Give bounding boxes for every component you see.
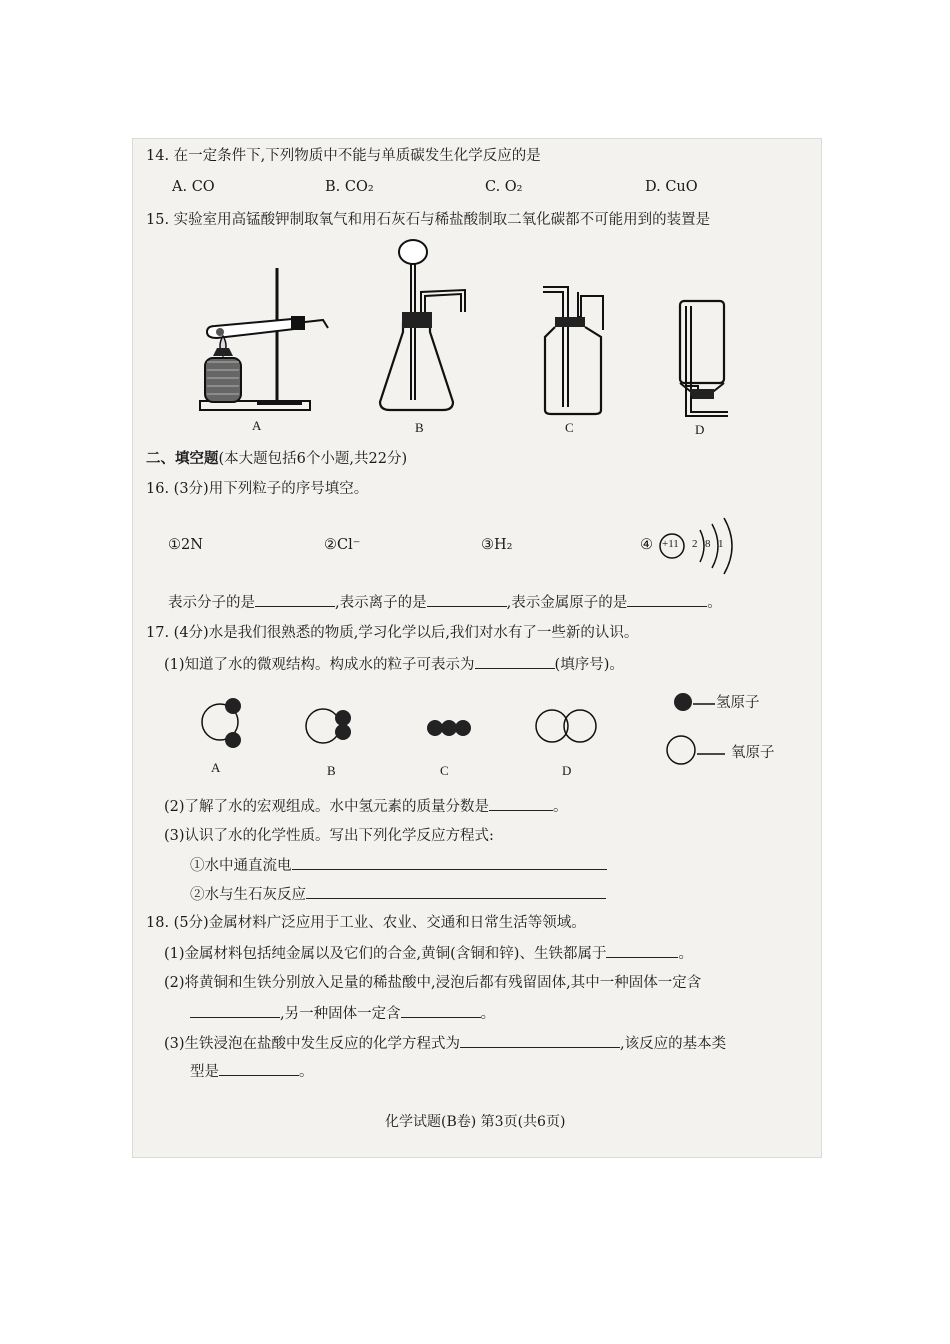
q18-part-1-text: (1)金属材料包括纯金属以及它们的合金,黄铜(含铜和锌)、生铁都属于 (164, 946, 607, 962)
legend-oxygen-atom: 氧原子 (731, 745, 775, 761)
q17-stem: 17. (4分)水是我们很熟悉的物质,学习化学以后,我们对水有了一些新的认识。 (146, 625, 639, 641)
q18-part-3-mid: ,该反应的基本类 (620, 1036, 727, 1052)
section-2-title: 二、填空题 (146, 450, 219, 467)
q18-part-1-end: 。 (678, 946, 693, 962)
apparatus-c-gas-bottle (533, 282, 613, 417)
q14-option-a: A. CO (172, 179, 215, 195)
section-2-heading (146, 449, 407, 469)
q17-part-3a (190, 855, 607, 876)
q15-stem: 15. 实验室用高锰酸钾制取氧气和用石灰石与稀盐酸制取二氧化碳都不可能用到的装置是 (146, 212, 711, 228)
q17-part-1-text: (1)知道了水的微观结构。构成水的粒子可表示为 (164, 657, 475, 673)
q17-blank-2[interactable] (489, 796, 553, 811)
model-label-c: C (440, 763, 449, 778)
q16-blank-metal-atom[interactable] (627, 592, 707, 607)
water-molecule-models (195, 690, 795, 770)
atom-shell-2: 8 (705, 538, 711, 550)
q18-part-2b (190, 1003, 495, 1024)
q16-blank-ion[interactable] (427, 592, 507, 607)
legend-hydrogen-atom: 氢原子 (716, 695, 760, 711)
q17-blank-1[interactable] (475, 654, 555, 669)
q18-part-3b (190, 1061, 314, 1082)
q16-particle-4: ④ (640, 537, 653, 553)
atom-nucleus-charge: +11 (662, 538, 679, 550)
q16-particle-3: ③H₂ (481, 537, 513, 553)
q17-part-3a-text: ①水中通直流电 (190, 858, 292, 874)
q17-blank-electrolysis[interactable] (292, 855, 607, 870)
q17-part-2-text: (2)了解了水的宏观组成。水中氢元素的质量分数是 (164, 799, 490, 815)
apparatus-a-heating-setup (195, 258, 335, 418)
q17-part-1 (164, 654, 624, 675)
q17-part-3: (3)认识了水的化学性质。写出下列化学反应方程式: (164, 828, 494, 844)
q16-stem: 16. (3分)用下列粒子的序号填空。 (146, 481, 369, 497)
q18-blank-3a[interactable] (460, 1033, 620, 1048)
q14-option-d: D. CuO (645, 179, 698, 195)
q18-part-2b-mid: ,另一种固体一定含 (280, 1006, 401, 1022)
apparatus-label-c: C (565, 420, 574, 435)
q16-fill-text-2: ,表示离子的是 (335, 595, 427, 611)
q18-part-2b-end: 。 (480, 1006, 496, 1022)
q16-particle-2: ②Cl⁻ (324, 537, 361, 553)
q16-fill-text-3: ,表示金属原子的是 (506, 595, 628, 611)
q14-option-b: B. CO₂ (325, 179, 374, 195)
q18-part-3-text: (3)生铁浸泡在盐酸中发生反应的化学方程式为 (164, 1036, 461, 1052)
model-label-d: D (562, 763, 572, 778)
q16-blank-molecule[interactable] (255, 592, 335, 607)
apparatus-label-a: A (252, 418, 262, 433)
q16-particle-1: ①2N (168, 537, 203, 553)
page-footer: 化学试题(B卷) 第3页(共6页) (385, 1114, 566, 1130)
q18-blank-3b[interactable] (219, 1061, 299, 1076)
q18-blank-1[interactable] (606, 943, 678, 958)
q18-part-1 (164, 943, 693, 964)
q18-part-3b-end: 。 (299, 1064, 314, 1080)
q17-part-3b (190, 884, 606, 905)
apparatus-label-b: B (415, 420, 424, 435)
q16-fill-line (168, 592, 722, 613)
q17-part-3b-text: ②水与生石灰反应 (190, 887, 306, 903)
q17-part-1-end: (填序号)。 (554, 657, 624, 673)
q17-part-2 (164, 796, 568, 817)
model-label-a: A (211, 760, 221, 775)
apparatus-label-d: D (695, 422, 705, 437)
q18-part-3b-text: 型是 (190, 1064, 219, 1080)
q18-blank-2b[interactable] (401, 1003, 481, 1018)
apparatus-d-inverted-bottle (668, 296, 738, 421)
q18-stem: 18. (5分)金属材料广泛应用于工业、农业、交通和日常生活等领域。 (146, 915, 586, 931)
q18-blank-2a[interactable] (190, 1003, 280, 1018)
q17-blank-quicklime[interactable] (306, 884, 606, 899)
q16-fill-end: 。 (707, 595, 722, 611)
apparatus-b-flask-funnel (375, 232, 475, 417)
q18-part-2: (2)将黄铜和生铁分别放入足量的稀盐酸中,浸泡后都有残留固体,其中一种固体一定含 (164, 975, 702, 991)
q14-option-c: C. O₂ (485, 179, 523, 195)
section-2-desc: (本大题包括6个小题,共22分) (218, 451, 408, 467)
q16-fill-text-1: 表示分子的是 (168, 595, 255, 611)
model-label-b: B (327, 763, 336, 778)
atom-shell-1: 2 (692, 538, 698, 550)
q17-part-2-end: 。 (553, 799, 568, 815)
q18-part-3 (164, 1033, 726, 1054)
q14-stem: 14. 在一定条件下,下列物质中不能与单质碳发生化学反应的是 (146, 148, 541, 164)
atom-shell-3: 1 (718, 538, 724, 550)
